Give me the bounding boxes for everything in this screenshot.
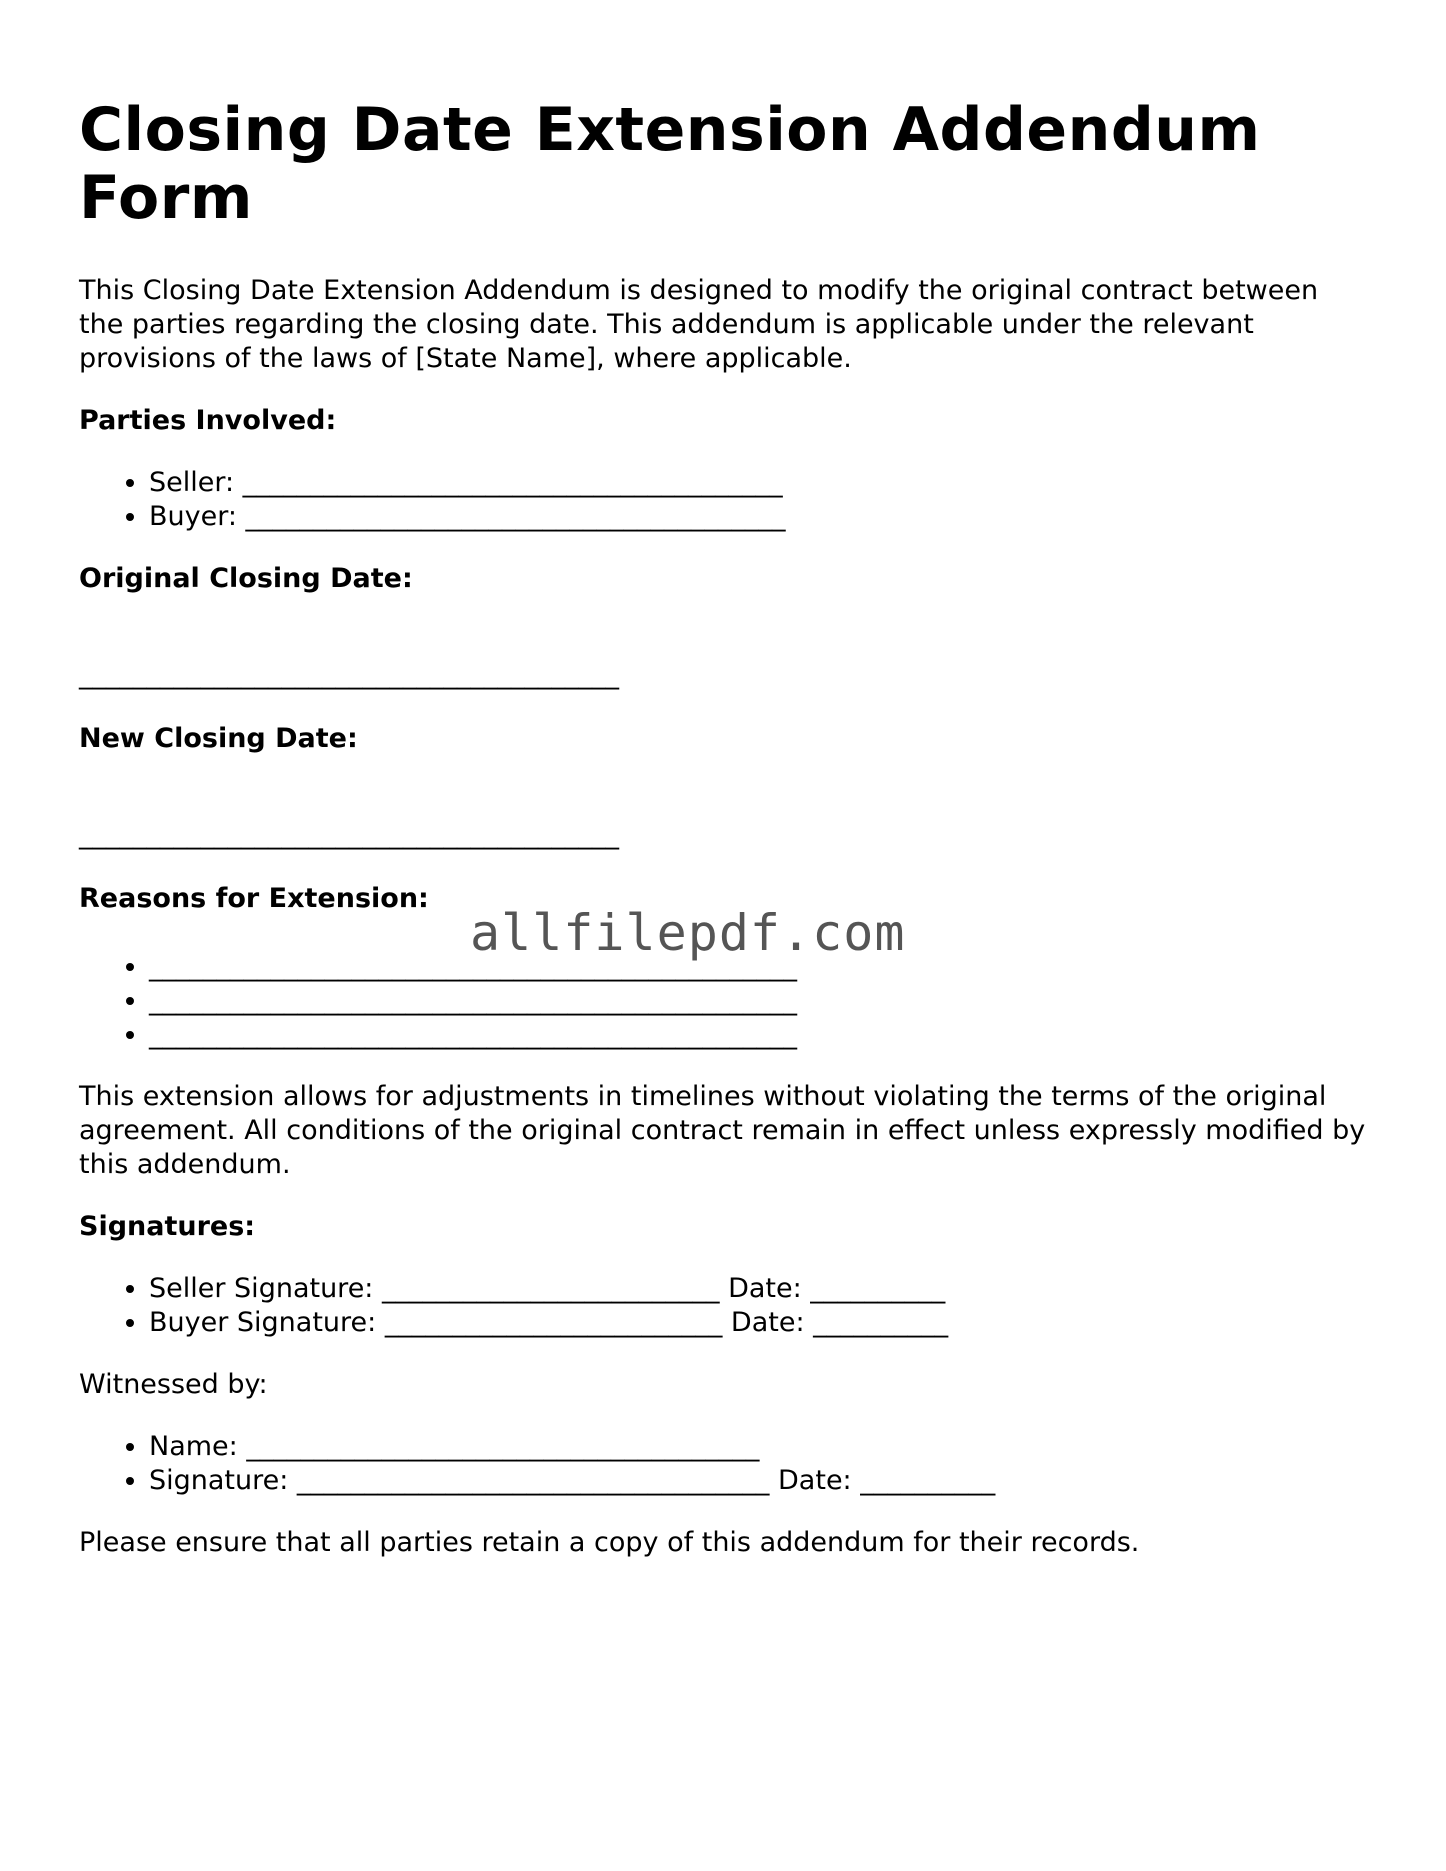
reasons-heading: Reasons for Extension: <box>79 883 429 914</box>
witness-name-field[interactable]: • Name: ______________________________________ <box>149 1430 1379 1464</box>
witness-list <box>79 1430 1379 1498</box>
document-page <box>79 96 1379 1588</box>
reason-field-2[interactable]: • ________________________________________________ <box>149 984 1379 1018</box>
signatures-heading: Signatures: <box>79 1211 256 1242</box>
page-title: Closing Date Extension Addendum Form <box>79 95 1261 233</box>
witness-label: Witnessed by: <box>79 1369 268 1400</box>
reason-field-1[interactable]: • ________________________________________________ <box>149 950 1379 984</box>
buyer-signature-field[interactable]: • Buyer Signature: _________________________ Date: __________ <box>149 1306 1379 1340</box>
parties-heading: Parties Involved: <box>79 405 337 436</box>
reason-field-3[interactable]: • ________________________________________________ <box>149 1018 1379 1052</box>
parties-list <box>79 466 1379 534</box>
buyer-field[interactable]: • Buyer: ________________________________________ <box>149 500 1379 534</box>
extension-note: This extension allows for adjustments in timelines without violating the terms of the original agreement. All conditions of the original contract remain in effect unless expressly modified by this addendum. <box>79 1081 1366 1180</box>
seller-signature-field[interactable]: • Seller Signature: _________________________ Date: __________ <box>149 1272 1379 1306</box>
original-closing-date-field[interactable]: ________________________________________ <box>79 659 619 690</box>
new-closing-heading: New Closing Date: <box>79 723 358 754</box>
intro-paragraph: This Closing Date Extension Addendum is designed to modify the original contract between the parties regarding the closing date. This addendum is applicable under the relevant provisions of the laws of [State Name], where applicable. <box>79 275 1319 374</box>
watermark-text: allfilepdf.com <box>470 904 906 962</box>
new-closing-date-field[interactable]: ________________________________________ <box>79 819 619 850</box>
witness-signature-field[interactable]: • Signature: ___________________________________ Date: __________ <box>149 1464 1379 1498</box>
reasons-list <box>79 950 1379 1052</box>
seller-field[interactable]: • Seller: ________________________________________ <box>149 466 1379 500</box>
original-closing-heading: Original Closing Date: <box>79 563 413 594</box>
closing-note: Please ensure that all parties retain a copy of this addendum for their records. <box>79 1527 1140 1558</box>
signatures-list <box>79 1272 1379 1340</box>
